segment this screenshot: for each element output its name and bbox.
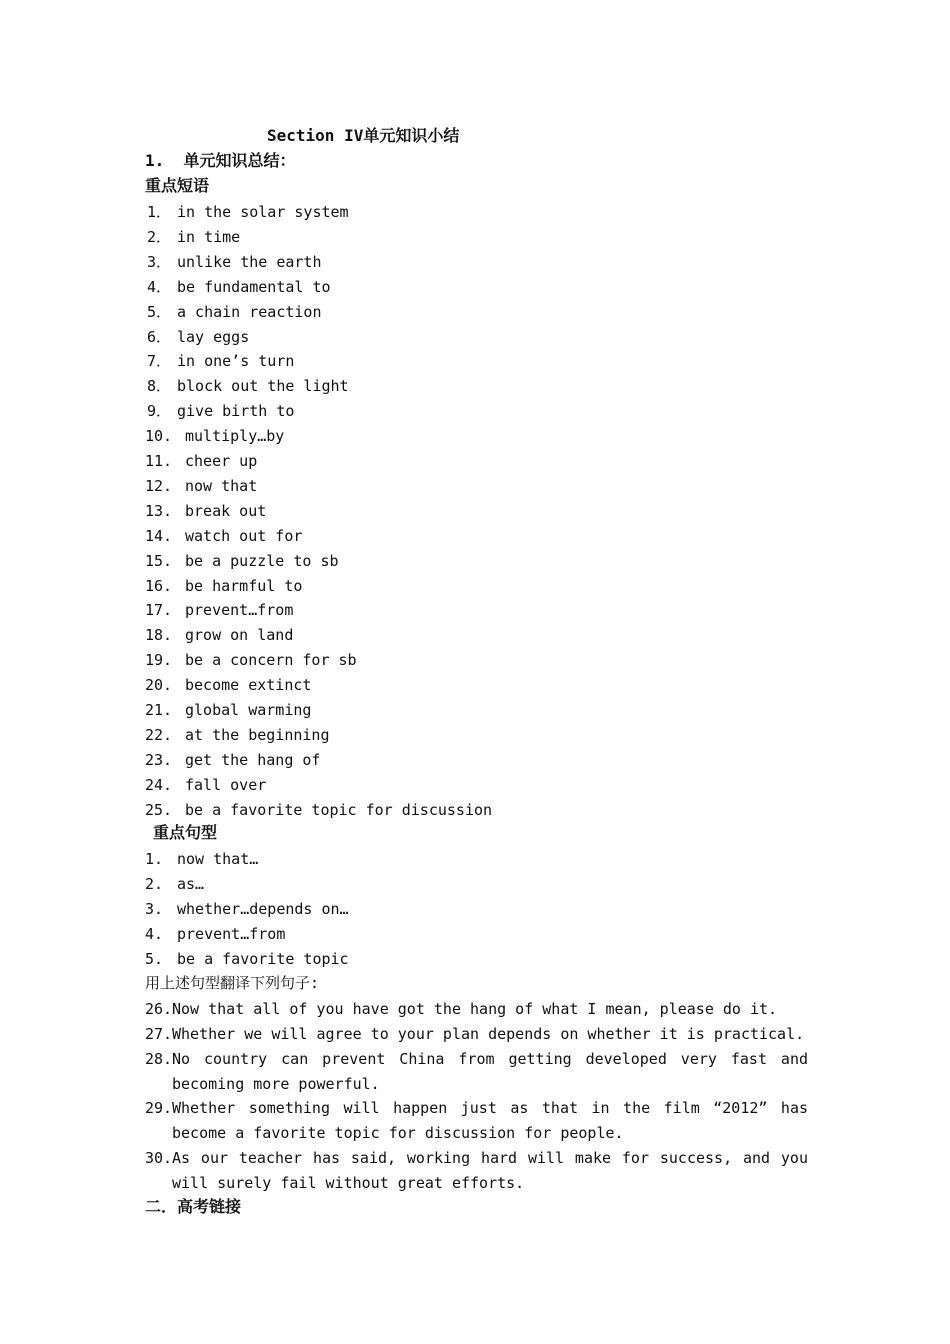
sentence-item-number: 29. — [145, 1099, 173, 1117]
phrase-item-text: be a puzzle to sb — [185, 551, 339, 570]
phrase-item-text: get the hang of — [185, 750, 321, 769]
phrase-item-text: unlike the earth — [177, 252, 322, 271]
phrase-item-text: global warming — [185, 701, 312, 719]
pattern-item-number: 2. — [145, 874, 164, 893]
phrase-item-text: in one’s turn — [177, 352, 295, 371]
phrase-item-number: 20. — [145, 676, 173, 695]
phrase-item-text: at the beginning — [185, 725, 330, 744]
phrase-item-number: 11. — [145, 452, 173, 470]
phrase-item-number: 9． — [147, 402, 172, 421]
phrase-item-number: 1． — [147, 203, 172, 221]
section2-heading: 二．高考链接 — [145, 1197, 242, 1216]
phrase-item-number: 7． — [147, 352, 172, 371]
phrase-item-text: be fundamental to — [177, 277, 331, 296]
phrase-item-number: 4． — [147, 277, 172, 296]
pattern-item-text: be a favorite topic — [177, 949, 349, 968]
phrase-item-text: block out the light — [177, 377, 349, 396]
phrase-item-text: be a favorite topic for discussion — [185, 800, 493, 819]
phrase-item-number: 2． — [147, 227, 172, 246]
phrase-item-number: 23. — [145, 750, 173, 769]
phrase-item-text: a chain reaction — [177, 302, 322, 321]
phrase-item-text: fall over — [185, 775, 267, 794]
phrase-item-text: in time — [177, 227, 241, 246]
phrase-item-text: lay eggs — [177, 327, 250, 346]
phrase-item-text: now that — [185, 476, 258, 495]
phrase-item-text: multiply…by — [185, 427, 285, 446]
phrase-item-text: prevent…from — [185, 601, 294, 620]
phrase-item-text: in the solar system — [177, 203, 349, 221]
pattern-item-text: prevent…from — [177, 924, 286, 943]
phrase-item-text: grow on land — [185, 626, 294, 645]
phrase-item-number: 25. — [145, 800, 173, 819]
phrase-item-number: 14. — [145, 526, 173, 545]
translate-instruction: 用上述句型翻译下列句子: — [145, 974, 320, 992]
phrase-item-number: 5． — [147, 302, 172, 321]
phrase-item-text: watch out for — [185, 526, 303, 545]
page-title: Section IV单元知识小结 — [267, 126, 460, 145]
phrase-item-text: cheer up — [185, 452, 258, 470]
phrase-item-number: 18. — [145, 626, 173, 645]
sentence-item-text: As our teacher has said, working hard will make for success, and you will surely fail without great efforts. — [172, 1149, 808, 1192]
phrase-item-number: 21. — [145, 701, 173, 719]
sentence-item-text: Now that all of you have got the hang of what I mean, please do it. — [172, 1000, 778, 1018]
phrase-item-text: be a concern for sb — [185, 651, 357, 670]
sentence-item-number: 26. — [145, 1000, 173, 1018]
phrase-item-number: 19. — [145, 651, 173, 670]
pattern-item-text: as… — [177, 874, 205, 893]
sentence-item-number: 27. — [145, 1025, 173, 1043]
phrase-item-number: 17. — [145, 601, 173, 620]
phrase-item-text: break out — [185, 501, 267, 520]
phrase-item-text: be harmful to — [185, 576, 303, 595]
phrase-item-number: 13. — [145, 501, 173, 520]
phrases-heading: 重点短语 — [145, 176, 210, 195]
section1-heading: 1. 单元知识总结： — [145, 151, 296, 170]
phrase-item-number: 16. — [145, 576, 173, 595]
pattern-item-text: now that… — [177, 850, 259, 868]
phrase-item-text: give birth to — [177, 402, 295, 421]
phrase-item-number: 22. — [145, 725, 173, 744]
patterns-heading: 重点句型 — [153, 823, 218, 842]
sentence-item-number: 28. — [145, 1050, 173, 1068]
phrase-item-number: 24. — [145, 775, 173, 794]
sentence-item-text: Whether something will happen just as that in the film “2012” has become a favorite topic for discussion for people. — [172, 1099, 808, 1142]
sentence-item-text: No country can prevent China from getting developed very fast and becoming more powerful. — [172, 1050, 808, 1093]
phrase-item-number: 12. — [145, 476, 173, 495]
phrase-item-number: 15. — [145, 551, 173, 570]
pattern-item-number: 4. — [145, 924, 164, 943]
phrase-item-number: 3． — [147, 252, 172, 271]
phrase-item-number: 10. — [145, 427, 173, 446]
sentence-item-text: Whether we will agree to your plan depends on whether it is practical. — [172, 1025, 805, 1043]
pattern-item-number: 3. — [145, 899, 164, 918]
phrase-item-text: become extinct — [185, 676, 312, 695]
pattern-item-text: whether…depends on… — [177, 899, 349, 918]
phrase-item-number: 6． — [147, 327, 172, 346]
sentence-item-number: 30. — [145, 1149, 173, 1167]
pattern-item-number: 5. — [145, 949, 164, 968]
phrase-item-number: 8． — [147, 377, 172, 396]
pattern-item-number: 1. — [145, 850, 164, 868]
